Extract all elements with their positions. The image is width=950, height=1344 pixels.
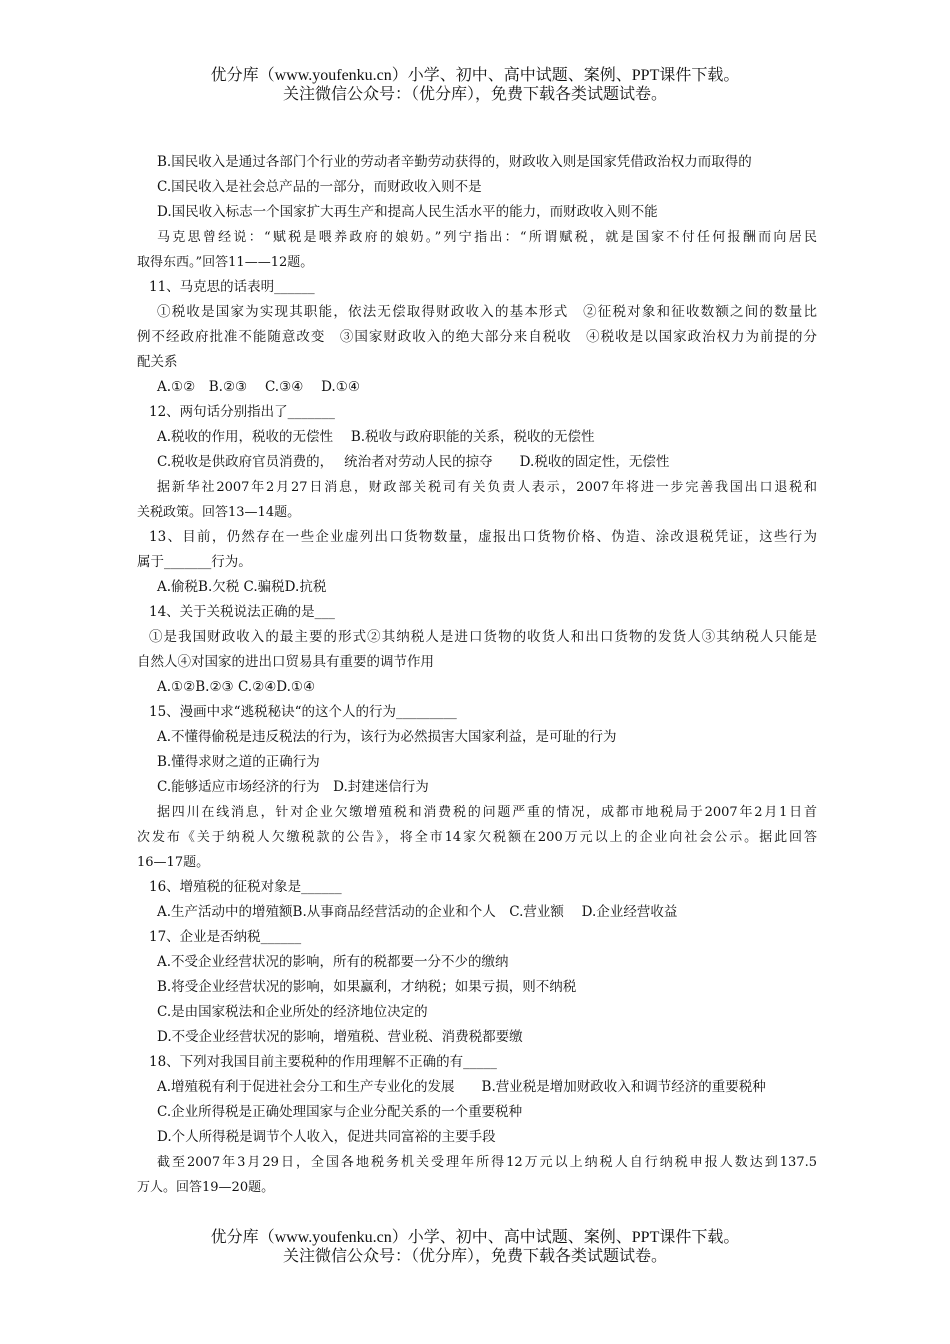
- q10-option-c: C.国民收入是社会总产品的一部分，而财政收入则不是: [157, 179, 482, 195]
- q10-option-b: B.国民收入是通过各部门个行业的劳动者辛勤劳动获得的，财政收入则是国家凭借政治权力而取得的: [157, 154, 752, 170]
- q12-options-ab: A.税收的作用，税收的无偿性 B.税收与政府职能的关系，税收的无偿性: [157, 429, 595, 445]
- q15-options-cd: C.能够适应市场经济的行为 D.封建迷信行为: [157, 779, 429, 795]
- document-body: [137, 150, 817, 1200]
- q11-options: A.①② B.②③ C.③④ D.①④: [157, 379, 360, 395]
- q17-option-b: B.将受企业经营状况的影响，如果赢利，才纳税；如果亏损，则不纳税: [157, 979, 577, 995]
- q17-option-d: D.不受企业经营状况的影响，增殖税、营业税、消费税都要缴: [157, 1029, 523, 1045]
- q17-stem: 17、企业是否纳税______: [149, 929, 302, 945]
- material-3-line-2: 次发布《关于纳税人欠缴税款的公告》，将全市14家欠税额在200万元以上的企业向社会公示。据此回答: [137, 830, 817, 845]
- q11-stem: 11、马克思的话表明______: [149, 279, 315, 295]
- header-line-2: 关注微信公众号：（优分库），免费下载各类试题试卷。: [282, 86, 667, 103]
- page-header: [0, 66, 950, 104]
- q17-option-a: A.不受企业经营状况的影响，所有的税都要一分不少的缴纳: [157, 954, 509, 970]
- q14-statements-line-1: ①是我国财政收入的最主要的形式②其纳税人是进口货物的收货人和出口货物的发货人③其纳税人只能是: [149, 629, 817, 645]
- header-line-1: 优分库（www.youfenku.cn）小学、初中、高中试题、案例、PPT课件下载。: [210, 67, 740, 84]
- q15-option-b: B.懂得求财之道的正确行为: [157, 754, 320, 770]
- material-1-line-2: 取得东西。”回答11——12题。: [137, 255, 314, 270]
- q18-option-d: D.个人所得税是调节个人收入，促进共同富裕的主要手段: [157, 1129, 496, 1145]
- q13-options: A.偷税B.欠税 C.骗税D.抗税: [157, 579, 327, 595]
- material-4-line-1: 截至2007年3月29日，全国各地税务机关受理年所得12万元以上纳税人自行纳税申报人数达到137.5: [157, 1155, 817, 1170]
- q10-option-d: D.国民收入标志一个国家扩大再生产和提高人民生活水平的能力，而财政收入则不能: [157, 204, 658, 220]
- material-1-line-1: 马克思曾经说：“赋税是喂养政府的娘奶。”列宁指出：“所谓赋税，就是国家不付任何报酬而向居民: [157, 230, 817, 245]
- q11-statements-line-1: ①税收是国家为实现其职能，依法无偿取得财政收入的基本形式 ②征税对象和征收数额之间的数量比: [157, 304, 817, 320]
- material-4-line-2: 万人。回答19—20题。: [137, 1180, 275, 1195]
- material-2-line-1: 据新华社2007年2月27日消息，财政部关税司有关负责人表示，2007年将进一步完善我国出口退税和: [157, 480, 817, 495]
- q11-statements-line-2: 例不经政府批准不能随意改变 ③国家财政收入的绝大部分来自税收 ④税收是以国家政治权力为前提的分: [137, 329, 817, 345]
- q13-stem-line-2: 属于_______行为。: [137, 554, 252, 570]
- q17-option-c: C.是由国家税法和企业所处的经济地位决定的: [157, 1004, 428, 1020]
- q12-stem: 12、两句话分别指出了_______: [149, 404, 335, 420]
- material-2-line-2: 关税政策。回答13—14题。: [137, 505, 301, 520]
- q15-option-a: A.不懂得偷税是违反税法的行为，该行为必然损害大国家利益，是可耻的行为: [157, 729, 617, 745]
- footer-line-1: 优分库（www.youfenku.cn）小学、初中、高中试题、案例、PPT课件下载。: [210, 1229, 740, 1246]
- material-3-line-3: 16—17题。: [137, 855, 210, 870]
- q18-option-c: C.企业所得税是正确处理国家与企业分配关系的一个重要税种: [157, 1104, 523, 1120]
- footer-line-2: 关注微信公众号：（优分库），免费下载各类试题试卷。: [282, 1248, 667, 1265]
- q16-options: A.生产活动中的增殖额B.从事商品经营活动的企业和个人 C.营业额 D.企业经营收益: [157, 904, 678, 920]
- q12-options-cd: C.税收是供政府官员消费的， 统治者对劳动人民的掠夺 D.税收的固定性，无偿性: [157, 454, 670, 470]
- q14-options: A.①②B.②③ C.②④D.①④: [157, 679, 316, 695]
- q11-statements-line-3: 配关系: [137, 354, 178, 370]
- q15-stem: 15、漫画中求“逃税秘诀“的这个人的行为_________: [149, 704, 457, 720]
- q14-statements-line-2: 自然人④对国家的进出口贸易具有重要的调节作用: [137, 654, 434, 670]
- q18-stem: 18、下列对我国目前主要税种的作用理解不正确的有_____: [149, 1054, 497, 1070]
- q14-stem: 14、关于关税说法正确的是___: [149, 604, 335, 620]
- page-footer: [0, 1228, 950, 1266]
- q16-stem: 16、增殖税的征税对象是______: [149, 879, 342, 895]
- material-3-line-1: 据四川在线消息，针对企业欠缴增殖税和消费税的问题严重的情况，成都市地税局于2007年2月1日首: [157, 805, 817, 820]
- q18-options-ab: A.增殖税有利于促进社会分工和生产专业化的发展 B.营业税是增加财政收入和调节经济的重要税种: [157, 1079, 766, 1095]
- q13-stem-line-1: 13、目前，仍然存在一些企业虚列出口货物数量，虚报出口货物价格、伪造、涂改退税凭证，这些行为: [149, 529, 817, 545]
